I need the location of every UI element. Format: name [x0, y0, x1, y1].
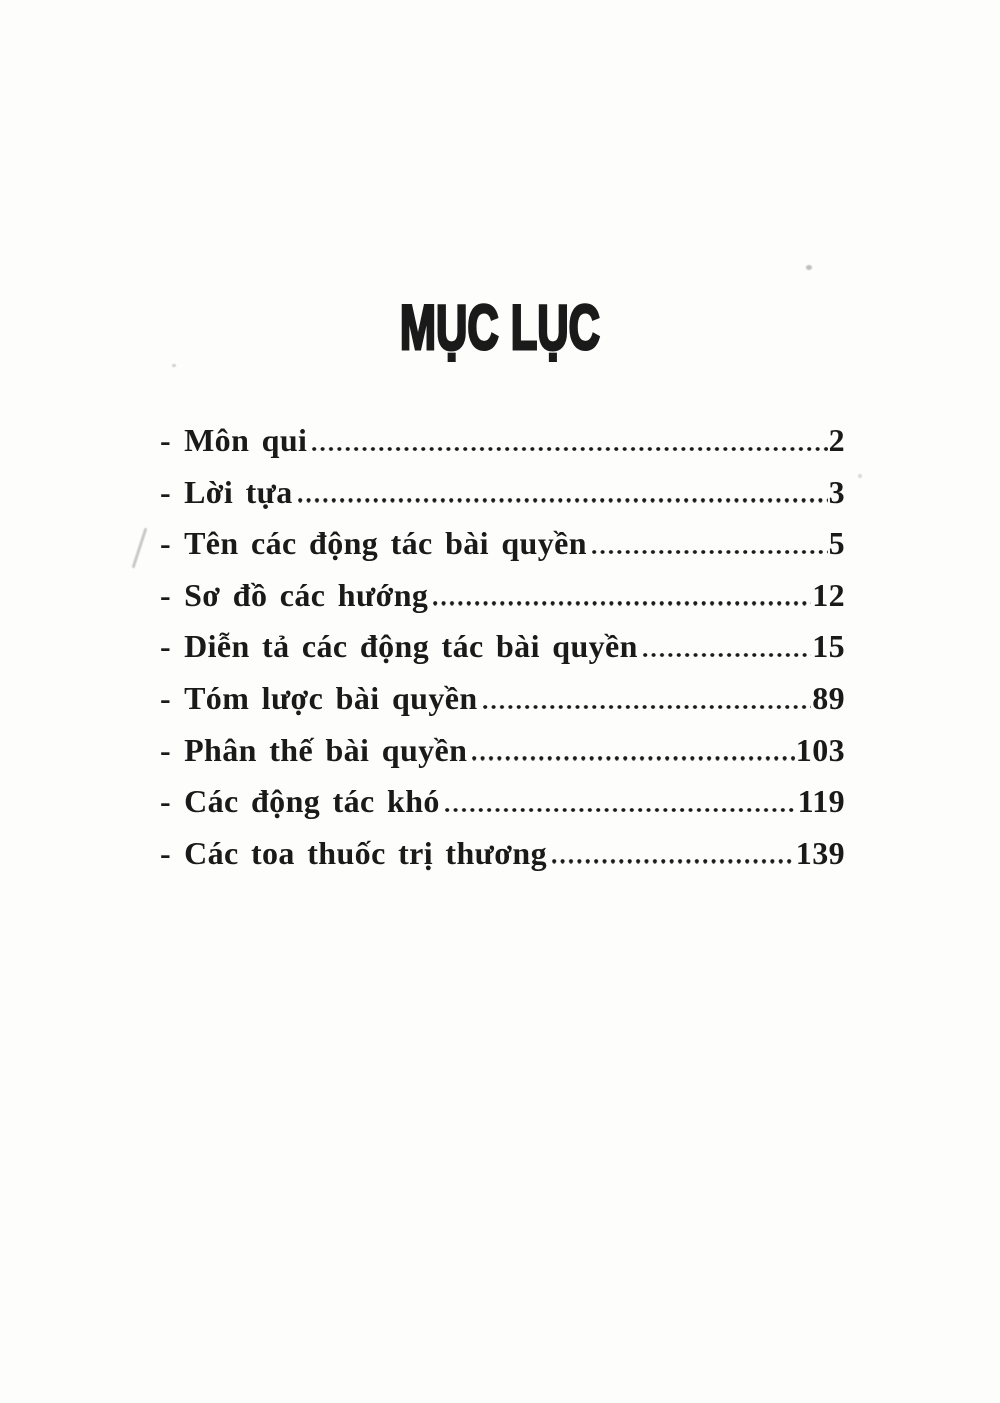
scan-stray-mark [132, 528, 148, 569]
page-title: MỤC LỤC [399, 292, 601, 364]
toc-entry [160, 422, 845, 474]
toc-entry-page: 5 [828, 525, 845, 562]
dotted-leader [472, 756, 794, 760]
entry-dash: - [160, 473, 172, 510]
dotted-leader [643, 653, 811, 657]
toc-entry-label: Môn qui [184, 422, 308, 458]
entry-dash: - [160, 576, 172, 613]
toc-entry-label: Diễn tả các động tác bài quyền [184, 628, 638, 665]
toc-entry [160, 680, 845, 732]
entry-dash: - [160, 731, 172, 768]
dotted-leader [592, 550, 828, 554]
dotted-leader [445, 808, 797, 812]
scan-speck [172, 364, 176, 367]
scan-speck [806, 265, 812, 270]
toc-entry-label: Phân thế bài quyền [184, 731, 468, 768]
title-area [0, 0, 1000, 364]
toc-entry [160, 577, 845, 629]
dotted-leader [483, 705, 812, 709]
toc-entry [160, 628, 845, 680]
toc-entry-label: Lời tựa [184, 473, 293, 510]
entry-dash: - [160, 628, 172, 665]
toc-entry [160, 525, 845, 577]
toc-entry-label: Sơ đồ các hướng [184, 576, 429, 613]
dotted-leader [312, 447, 827, 451]
toc-entry [160, 474, 845, 526]
toc-entry-page: 89 [812, 679, 845, 716]
dotted-leader [552, 859, 795, 863]
toc-entry-page: 3 [828, 473, 845, 510]
entry-dash: - [160, 525, 172, 562]
dotted-leader [433, 601, 811, 605]
toc-entry [160, 835, 845, 887]
entry-dash: - [160, 422, 172, 458]
toc-entry-label: Các động tác khó [184, 783, 440, 820]
entry-dash: - [160, 834, 172, 871]
toc-entry-label: Tên các động tác bài quyền [184, 525, 587, 562]
toc-entry-page: 15 [812, 628, 845, 665]
toc-entry-label: Các toa thuốc trị thương [184, 834, 548, 871]
toc-entry-page: 2 [828, 422, 845, 458]
toc-entry [160, 783, 845, 835]
toc-entry-page: 119 [797, 783, 845, 820]
toc-list [160, 422, 845, 886]
toc-entry-page: 12 [812, 576, 845, 613]
toc-entry-page: 103 [795, 731, 845, 768]
entry-dash: - [160, 679, 172, 716]
scan-speck [858, 474, 862, 478]
dotted-leader [298, 498, 828, 502]
toc-entry-page: 139 [795, 834, 845, 871]
entry-dash: - [160, 783, 172, 820]
toc-entry-label: Tóm lược bài quyền [184, 679, 478, 716]
toc-entry [160, 732, 845, 784]
